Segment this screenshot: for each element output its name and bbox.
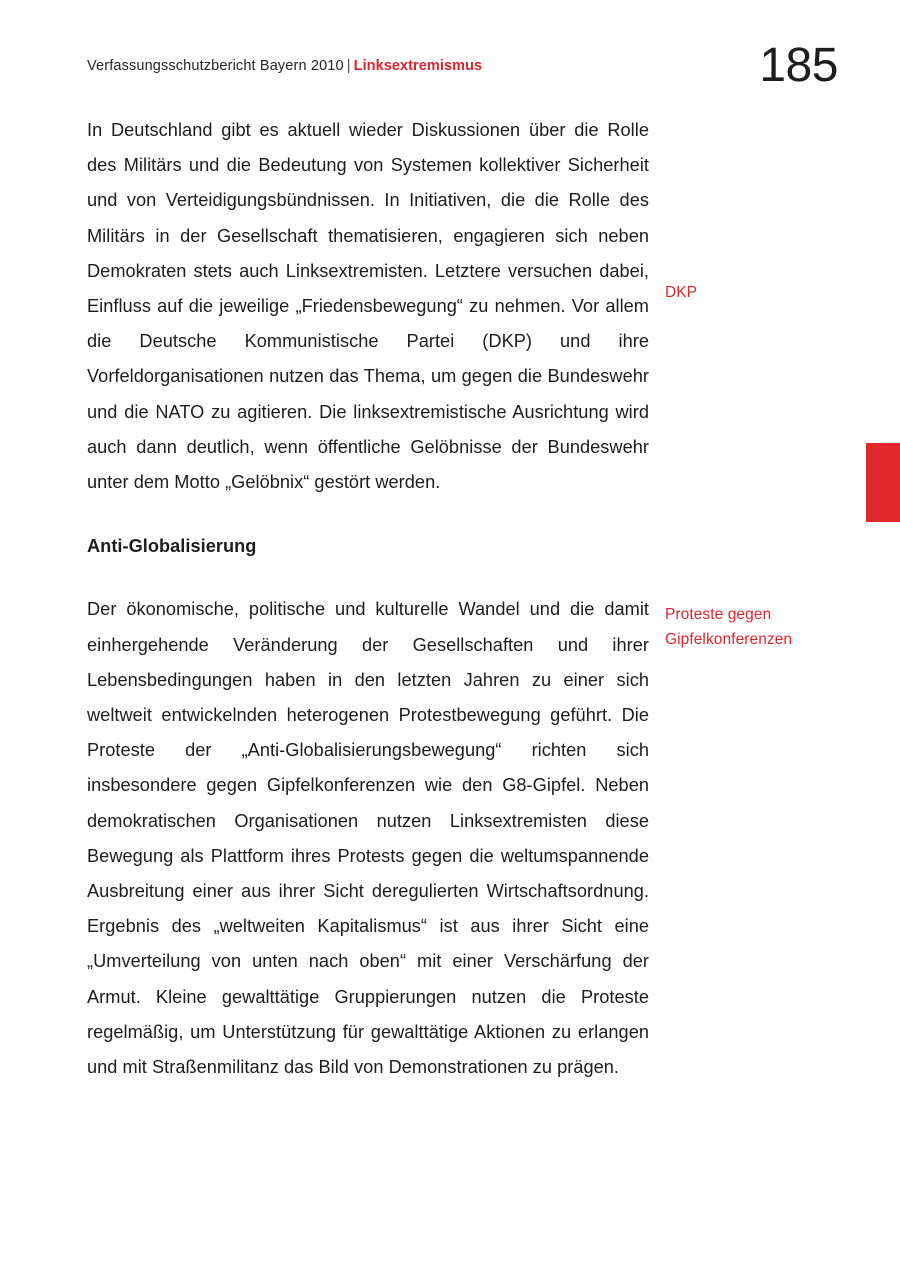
section-edge-tab: [866, 443, 900, 522]
body-paragraph-1: In Deutschland gibt es aktuell wieder Diskussionen über die Rolle des Militärs und die Bedeutung von Systemen kollektiver Sicherheit und von Verteidigungsbündnissen. In Initiativen, die die Rolle des Militärs in der Gesellschaft thematisieren, engagieren sich neben Demokraten stets auch Linksextremisten. Letztere versuchen dabei, Einfluss auf die jeweilige „Friedensbewegung“ zu nehmen. Vor allem die Deutsche Kommunistische Partei (DKP) und ihre Vorfeldorganisationen nutzen das Thema, um gegen die Bundeswehr und die NATO zu agitieren. Die linksextremistische Ausrichtung wird auch dann deutlich, wenn öffentliche Gelöbnisse der Bundeswehr unter dem Motto „Gelöbnix“ gestört werden.: [87, 120, 649, 493]
running-header-separator: |: [346, 58, 351, 74]
margin-note-gipfelkonferenzen: [665, 602, 875, 652]
margin-note-dkp: [665, 280, 875, 305]
margin-note-line-1: Proteste gegen: [665, 606, 772, 623]
main-text-column: [87, 113, 649, 1085]
margin-note-dkp-text: DKP: [665, 284, 698, 301]
section-subheading: Anti-Globalisierung: [87, 536, 257, 557]
margin-note-line-2: Gipfelkonferenzen: [665, 631, 793, 648]
page-number: 185: [759, 39, 838, 92]
body-paragraph-2: Der ökonomische, politische und kulturelle Wandel und die damit einhergehende Veränderung der Gesellschaften und ihrer Lebensbedingungen haben in den letzten Jahren zu einer sich weltweit entwickelnden heterogenen Protestbewegung geführt. Die Proteste der „Anti-Globalisierungsbewegung“ richten sich insbesondere gegen Gipfelkonferenzen wie den G8-Gipfel. Neben demokratischen Organisationen nutzen Linksextremisten diese Bewegung als Plattform ihres Protests gegen die weltumspannende Ausbreitung einer aus ihrer Sicht deregulierten Wirtschaftsordnung. Ergebnis des „weltweiten Kapitalismus“ ist aus ihrer Sicht eine „Umverteilung von unten nach oben“ mit einer Verschärfung der Armut. Kleine gewalttätige Gruppierungen nutzen die Proteste regelmäßig, um Unterstützung für gewalttätige Aktionen zu erlangen und mit Straßenmilitanz das Bild von Demonstrationen zu prägen.: [87, 599, 649, 1078]
running-header-section: Linksextremismus: [353, 58, 483, 74]
running-header-publication: Verfassungsschutzbericht Bayern 2010: [87, 58, 344, 74]
running-header: [87, 57, 482, 75]
